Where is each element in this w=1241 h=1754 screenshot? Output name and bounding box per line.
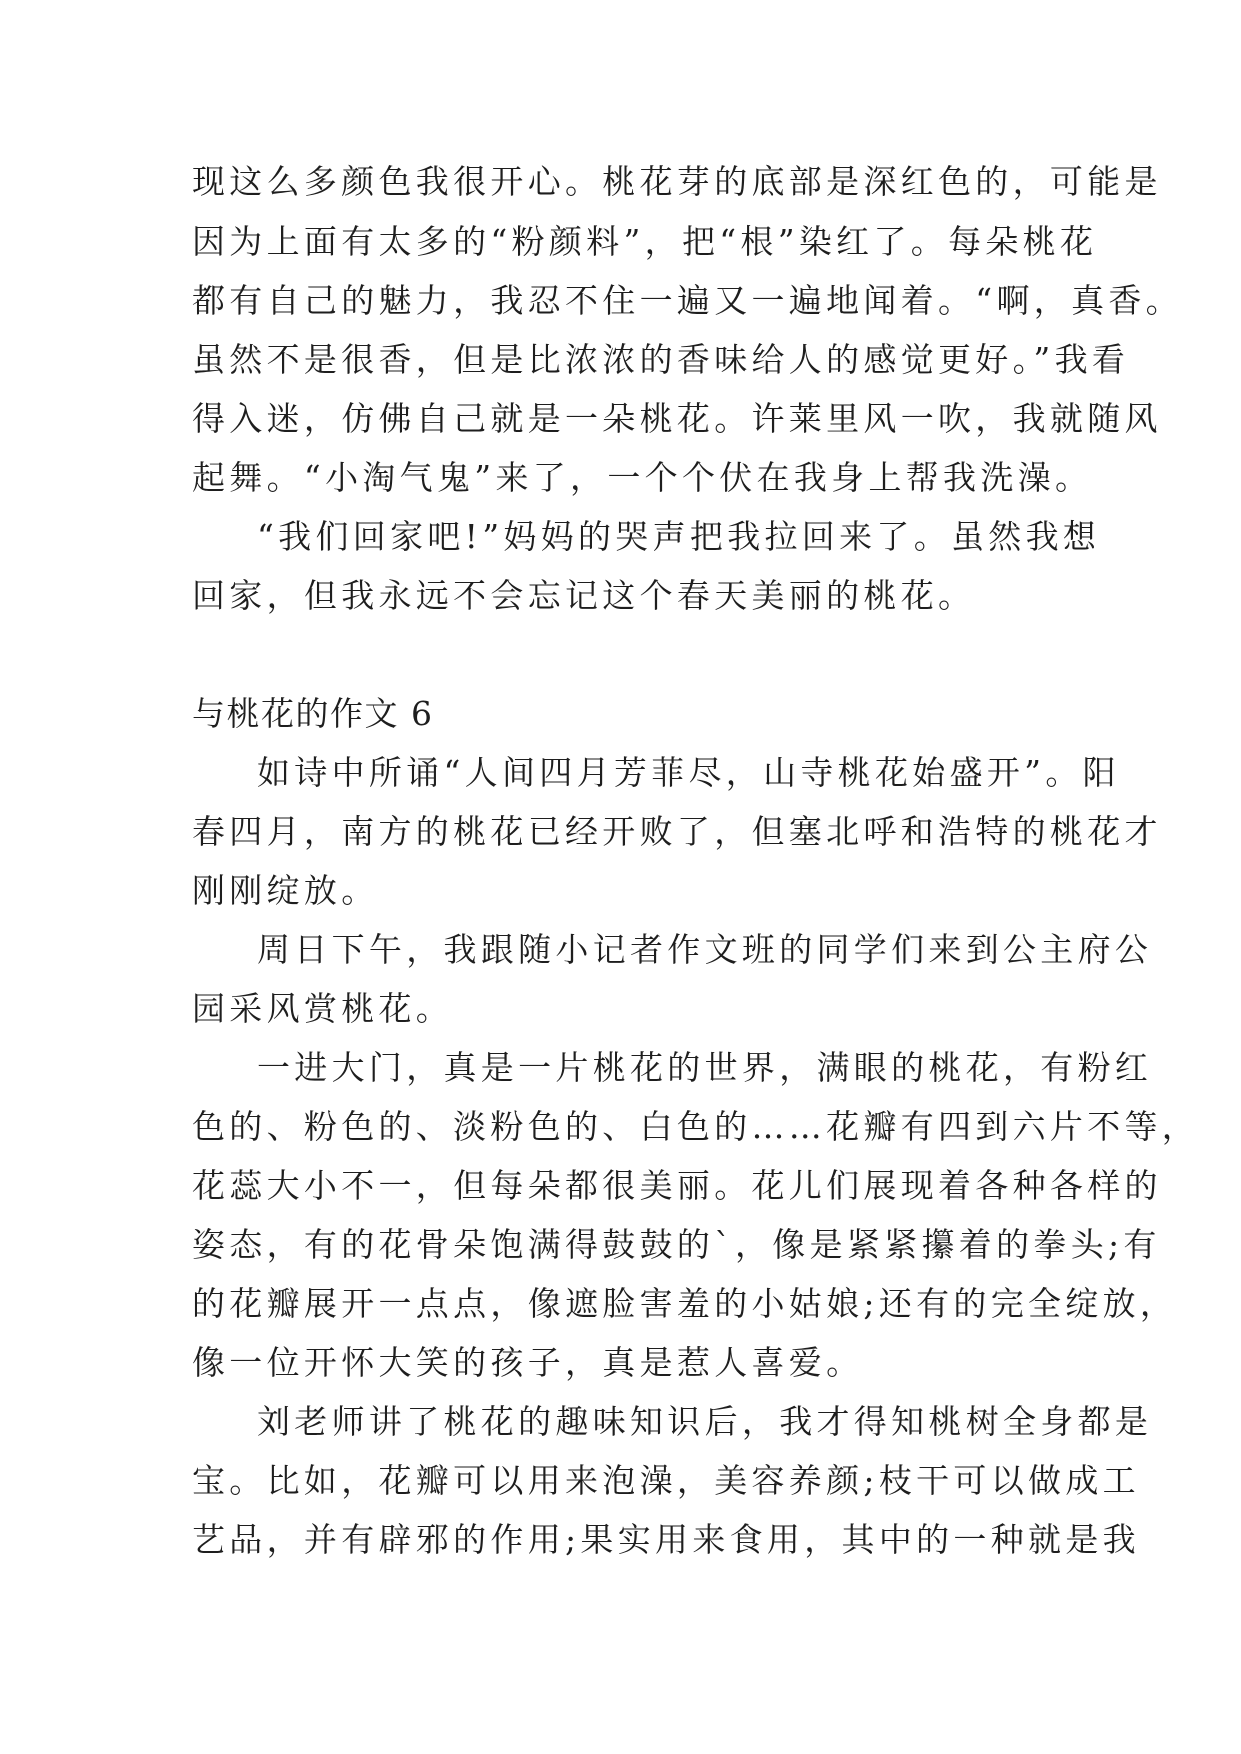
paragraph-line: 如诗中所诵“人间四月芳菲尽，山寺桃花始盛开”。阳 — [257, 753, 1120, 792]
paragraph-line: 像一位开怀大笑的孩子，真是惹人喜爱。 — [192, 1343, 864, 1382]
paragraph-line: 都有自己的魅力，我忍不住一遍又一遍地闻着。“啊，真香。 — [192, 281, 1183, 320]
paragraph-line: 花蕊大小不一，但每朵都很美丽。花儿们展现着各种各样的 — [192, 1166, 1162, 1205]
paragraph-line: 起舞。“小淘气鬼”来了，一个个伏在我身上帮我洗澡。 — [192, 458, 1093, 497]
paragraph-line: 刚刚绽放。 — [192, 871, 379, 910]
section-heading: 与桃花的作文 6 — [192, 694, 434, 733]
paragraph-line: 春四月，南方的桃花已经开败了，但塞北呼和浩特的桃花才 — [192, 812, 1162, 851]
paragraph-line: 的花瓣展开一点点，像遮脸害羞的小姑娘;还有的完全绽放， — [192, 1284, 1178, 1323]
paragraph-line: 刘老师讲了桃花的趣味知识后，我才得知桃树全身都是 — [257, 1402, 1153, 1441]
paragraph-line: 姿态，有的花骨朵饱满得鼓鼓的`，像是紧紧攥着的拳头;有 — [192, 1225, 1161, 1264]
paragraph-line: 周日下午，我跟随小记者作文班的同学们来到公主府公 — [257, 930, 1153, 969]
paragraph-line: “我们回家吧!”妈妈的哭声把我拉回来了。虽然我想 — [257, 517, 1101, 556]
paragraph-line: 艺品，并有辟邪的作用;果实用来食用，其中的一种就是我 — [192, 1520, 1140, 1559]
paragraph-line: 得入迷，仿佛自己就是一朵桃花。许莱里风一吹，我就随风 — [192, 399, 1162, 438]
paragraph-line: 回家，但我永远不会忘记这个春天美丽的桃花。 — [192, 576, 976, 615]
paragraph-line: 宝。比如，花瓣可以用来泡澡，美容养颜;枝干可以做成工 — [192, 1461, 1140, 1500]
paragraph-line: 虽然不是很香，但是比浓浓的香味给人的感觉更好。”我看 — [192, 340, 1130, 379]
paragraph-line: 园采风赏桃花。 — [192, 989, 454, 1028]
paragraph-line: 现这么多颜色我很开心。桃花芽的底部是深红色的，可能是 — [192, 162, 1162, 201]
paragraph-line: 色的、粉色的、淡粉色的、白色的……花瓣有四到六片不等， — [192, 1107, 1200, 1146]
paragraph-line: 一进大门，真是一片桃花的世界，满眼的桃花，有粉红 — [257, 1048, 1153, 1087]
paragraph-line: 因为上面有太多的“粉颜料”，把“根”染红了。每朵桃花 — [192, 222, 1098, 261]
